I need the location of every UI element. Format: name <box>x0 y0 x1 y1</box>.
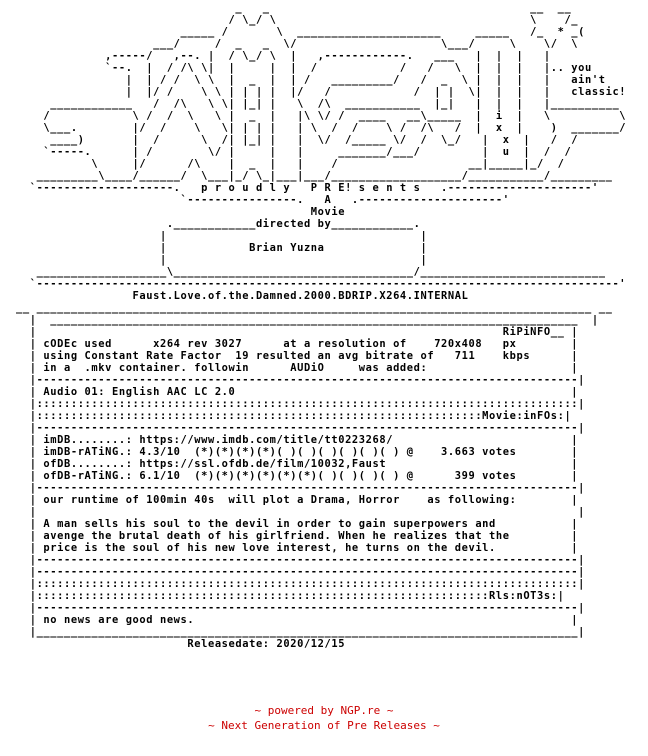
footer-powered-by: ~ powered by NGP.re ~ <box>254 704 394 717</box>
footer-tagline: ~ Next Generation of Pre Releases ~ <box>208 719 440 732</box>
nfo-ascii-text: _ _ __ __ / \_/ \ \ /_ _____ / \ _____________________ _____ /_ * _( ___/ / _ _ \/ \___/ \ \/ \ ,-----/ ,--. | / \_/ \ | ,------------. ___ | | | | `--. | / /\ \| | | | / / / \ | | | |.. you | | / / \ \ | _ | | / _________/ / _ \ | | | | ain't | |/ / \ \ | | | | |/ / / | | \| | | | classic! ____________ / /\ \ \| |_| | \ /\ ___________ |_| | | | |__________ / \ / / \ \ | _ | |\ \/ / ____ __\_____ | i | \ \ \___. |/ / \ \| | | | | \ / / \ / /\ / | x | ) _______/ ____) | / \ /| |_| | | \/ /_____ \/ / \_/ | x | / / `-----. | / \/ | | | _______/___/ | u | / / \ |/ /\ | _ | | / __|_____|_/ / _________\____/______/ \___|_/ \_|___|___/___________________/___________/_________ `--------------------. p r o u d l y P R E! s e n t s .---------------------' `----------------. A .---------------------' Movie .____________directed by____________. | | | Brian Yuzna | | | ___________________\___________________________________/___________________________ `-------------------------------------------------------------------------------------' Faust.Love.of.the.Damned.2000.BDRIP.X264.INTERNAL __ _________________________________________________________________________________ __ | _____________________________________________________________________________ | | RiPiNFO__ | | cODEc used x264 rev 3027 at a resolution of 720x408 px | | using Constant Rate Factor 19 resulted an avg bitrate of 711 kbps | | in a .mkv container. followin AUDiO was added: | |-------------------------------------------------------------------------------| | Audio 01: English AAC LC 2.0 | |:::::::::::::::::::::::::::::::::::::::::::::::::::::::::::::::::::::::::::::::| |:::::::::::::::::::::::::::::::::::::::::::::::::::::::::::::::::Movie:inFOs:| |-------------------------------------------------------------------------------| | imDB........: https://www.imdb.com/title/tt0223268/ | | imDB-rATiNG.: 4.3/10 (*)(*)(*)(*)( )( )( )( )( )( ) @ 3.663 votes | | ofDB........: https://ssl.ofdb.de/film/10032,Faust | | ofDB-rATiNG.: 6.1/10 (*)(*)(*)(*)(*)(*)( )( )( )( ) @ 399 votes | |-------------------------------------------------------------------------------| | our runtime of 100min 40s will plot a Drama, Horror as following: | | | | A man sells his soul to the devil in order to gain superpowers and | | avenge the brutal death of his girlfriend. When he realizes that the | | price is the soul of his new love interest, he turns on the devil. | |-------------------------------------------------------------------------------| |-------------------------------------------------------------------------------| |:::::::::::::::::::::::::::::::::::::::::::::::::::::::::::::::::::::::::::::::| |::::::::::::::::::::::::::::::::::::::::::::::::::::::::::::::::::Rls:nOT3s:| |-------------------------------------------------------------------------------| | no news are good news. | |_______________________________________________________________________________| Releasedate: 2020/12/15 <box>16 2 627 650</box>
